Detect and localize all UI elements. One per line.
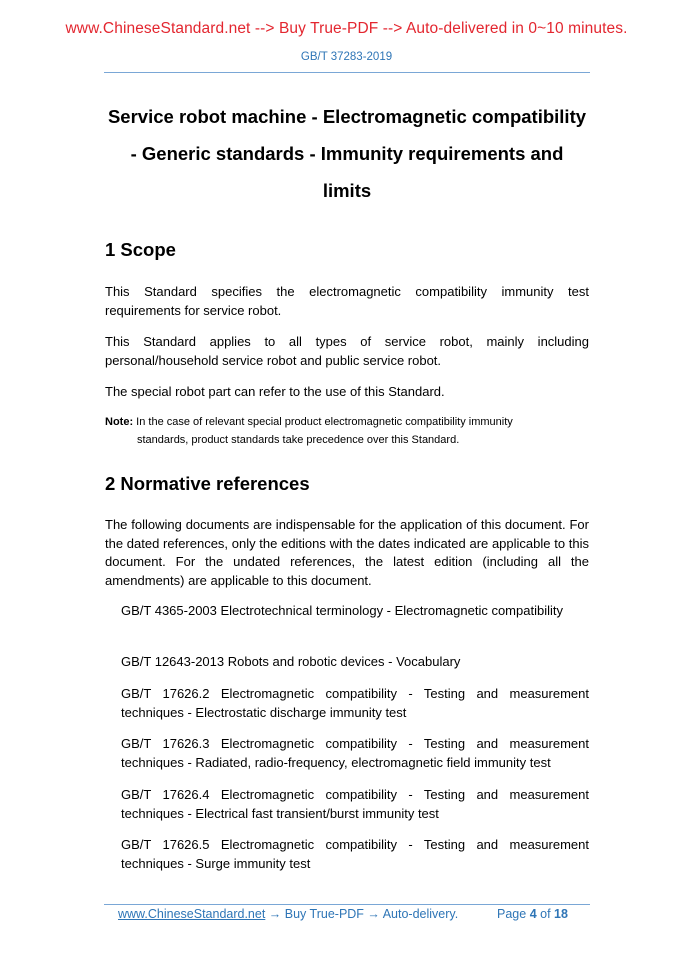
page-number: 4 [529,907,537,921]
document-title [100,98,594,209]
note-label: Note: [105,416,134,428]
references-intro: The following documents are indispensable for the application of this document. For the dated references, only the editions with the dates indicated are applicable to this document. For the undated references, the latest edition (including all the amendments) are applicable to this document. [105,517,589,588]
note-text-line-1: In the case of relevant special product electromagnetic compatibility immunity [136,416,513,428]
reference-item: GB/T 17626.3 Electromagnetic compatibility - Testing and measurement techniques - Radiated, radio-frequency, electromagnetic field immunity test [121,736,589,770]
page-label: Page [497,907,527,921]
promo-banner: www.ChineseStandard.net --> Buy True-PDF --> Auto-delivered in 0~10 minutes. [65,20,628,37]
footer-promo-text: → Buy True-PDF → Auto-delivery. [265,907,459,921]
reference-item: GB/T 12643-2013 Robots and robotic devices - Vocabulary [121,654,461,669]
section-heading-scope: 1 Scope [105,239,176,260]
reference-item: GB/T 17626.5 Electromagnetic compatibility - Testing and measurement techniques - Surge immunity test [121,837,589,871]
footer-site-link[interactable]: www.ChineseStandard.net [118,907,266,921]
scope-note [105,414,589,449]
reference-item: GB/T 17626.4 Electromagnetic compatibility - Testing and measurement techniques - Electrical fast transient/burst immunity test [121,787,589,821]
scope-paragraph: The special robot part can refer to the use of this Standard. [105,384,445,399]
note-text-line-2: standards, product standards take precedence over this Standard. [137,433,460,446]
title-line-2: - Generic standards - Immunity requirements and [130,143,564,164]
reference-item: GB/T 4365-2003 Electrotechnical terminology - Electromagnetic compatibility [121,603,563,618]
title-line-3: limits [322,180,372,201]
header-divider [104,72,590,73]
reference-item: GB/T 17626.2 Electromagnetic compatibility - Testing and measurement techniques - Electrostatic discharge immunity test [121,686,589,720]
title-line-1: Service robot machine - Electromagnetic compatibility [107,106,587,127]
scope-paragraph: This Standard specifies the electromagnetic compatibility immunity test requirements for service robot. [105,284,589,318]
footer-divider [104,904,590,905]
scope-paragraph: This Standard applies to all types of service robot, mainly including personal/household service robot and public service robot. [105,334,589,368]
page-total: 18 [554,907,568,921]
page-indicator [497,907,568,921]
section-heading-normative-references: 2 Normative references [105,473,310,494]
footer-promo [118,907,458,921]
page-of-label: of [540,907,551,921]
document-code: GB/T 37283-2019 [300,51,393,63]
